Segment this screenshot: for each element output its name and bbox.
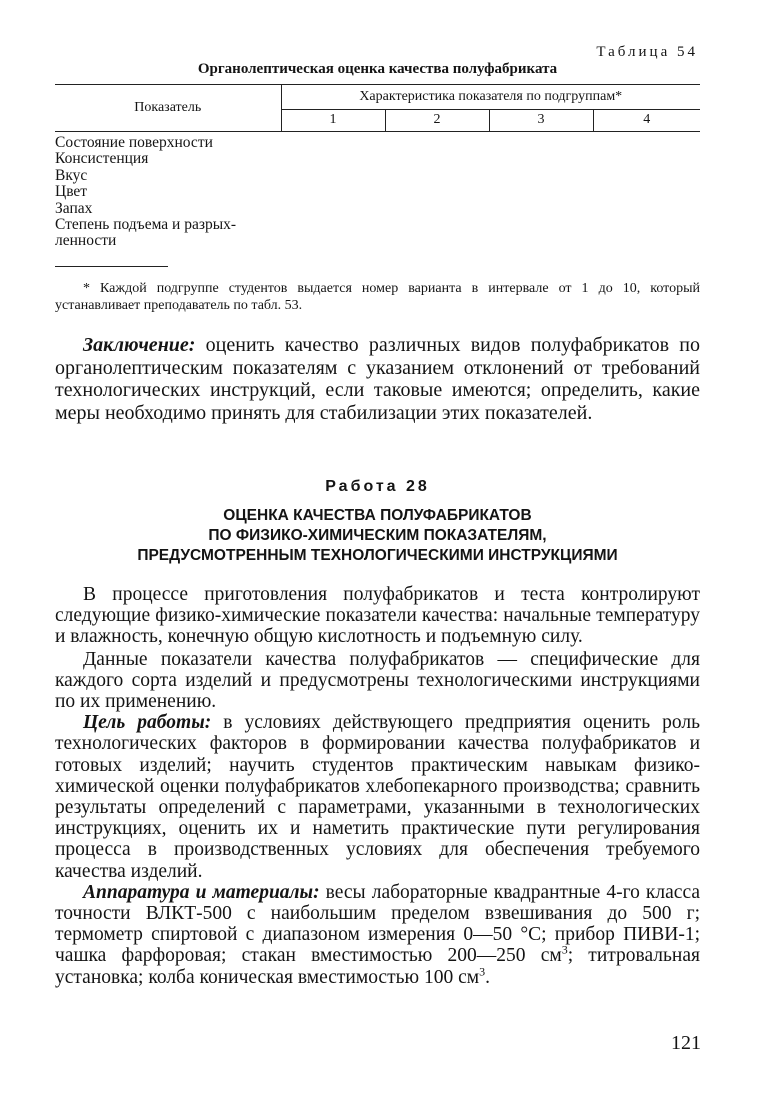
footnote: * Каждой подгруппе студентов выдается номер варианта в интервале от 1 до 10, который устанавливает преподаватель по табл. 53. bbox=[55, 281, 700, 313]
subgroup-header: 1 bbox=[281, 109, 385, 131]
table-row-label: Состояние поверхности bbox=[55, 134, 213, 151]
conclusion-text: оценить качество различных видов полуфабрикатов по органолептическим показателям с указанием отклонений от требований технологических инструкций, если таковые имеются; определить, какие меры необходимо принять для стабилизации этих показателей. bbox=[55, 334, 700, 424]
table-row-label: Цвет bbox=[55, 183, 88, 201]
conclusion-paragraph bbox=[55, 334, 700, 424]
equipment-paragraph bbox=[55, 882, 700, 988]
work-heading-line: ПРЕДУСМОТРЕННЫМ ТЕХНОЛОГИЧЕСКИМИ ИНСТРУКЦИЯМИ bbox=[137, 547, 618, 564]
subgroup-header: 4 bbox=[593, 109, 700, 131]
table-row-label: Консистенция bbox=[55, 150, 149, 168]
work-title: Работа 28 bbox=[325, 478, 430, 495]
goal-paragraph bbox=[55, 712, 700, 882]
work-body bbox=[55, 584, 700, 988]
superscript: 3 bbox=[479, 964, 486, 979]
page-number: 121 bbox=[671, 1032, 701, 1054]
intro-paragraph: В процессе приготовления полуфабрикатов и теста контролируют следующие физико-химические показатели качества: начальные температуру и влажность, конечную общую кислотность и подъемную силу. bbox=[55, 584, 700, 648]
column-header-group: Характеристика показателя по подгруппам* bbox=[281, 85, 700, 109]
subgroup-header: 2 bbox=[385, 109, 489, 131]
equipment-text: ; титровальная установка; колба коническая вместимостью 100 см bbox=[55, 945, 700, 988]
table-row-label: Запах bbox=[55, 199, 93, 217]
footnote-rule bbox=[55, 266, 168, 267]
work-heading bbox=[55, 506, 700, 566]
goal-text: в условиях действующего предприятия оценить роль технологических факторов в формировании качества полуфабрикатов и готовых изделий; научить студентов практическим навыкам физико-химической оценки полуфабрикатов хлебопекарного производства; сравнить результаты определений с параметрами, указанными в технологических инструкциях, оценить их и наметить практические пути регулирования процесса в производственных условиях для обеспечения требуемого качества изделий. bbox=[55, 712, 701, 882]
table-title: Органолептическая оценка качества полуфабриката bbox=[197, 61, 558, 77]
indicators-paragraph: Данные показатели качества полуфабрикатов — специфические для каждого сорта изделий и предусмотрены технологическими инструкциями по их применению. bbox=[55, 648, 700, 713]
conclusion-label: Заключение: bbox=[83, 334, 196, 356]
table-row-labels bbox=[55, 135, 295, 250]
table-row-label: ленности bbox=[55, 232, 117, 250]
subgroup-header: 3 bbox=[489, 109, 593, 131]
work-heading-line: ПО ФИЗИКО-ХИМИЧЕСКИМ ПОКАЗАТЕЛЯМ, bbox=[208, 527, 547, 544]
column-header-indicator: Показатель bbox=[55, 85, 281, 131]
equipment-text: . bbox=[485, 966, 490, 988]
table-row-label: Вкус bbox=[55, 166, 88, 184]
equipment-label: Аппаратура и материалы: bbox=[83, 881, 320, 903]
table-row-label: Степень подъема и разрых- bbox=[55, 216, 237, 234]
equipment-text: весы лабораторные квадрантные 4-го класса точности ВЛКТ-500 с наибольшим пределом взвешивания до 500 г; термометр спиртовой с диапазоном измерения 0—50 °С; прибор ПИВИ-1; чашка фарфоровая; стакан вместимостью 200—250 см bbox=[55, 881, 700, 967]
work-heading-line: ОЦЕНКА КАЧЕСТВА ПОЛУФАБРИКАТОВ bbox=[223, 507, 532, 524]
goal-label: Цель работы: bbox=[83, 712, 212, 734]
superscript: 3 bbox=[561, 942, 568, 957]
table-number: Таблица 54 bbox=[596, 44, 698, 60]
organoleptic-table bbox=[55, 84, 700, 132]
